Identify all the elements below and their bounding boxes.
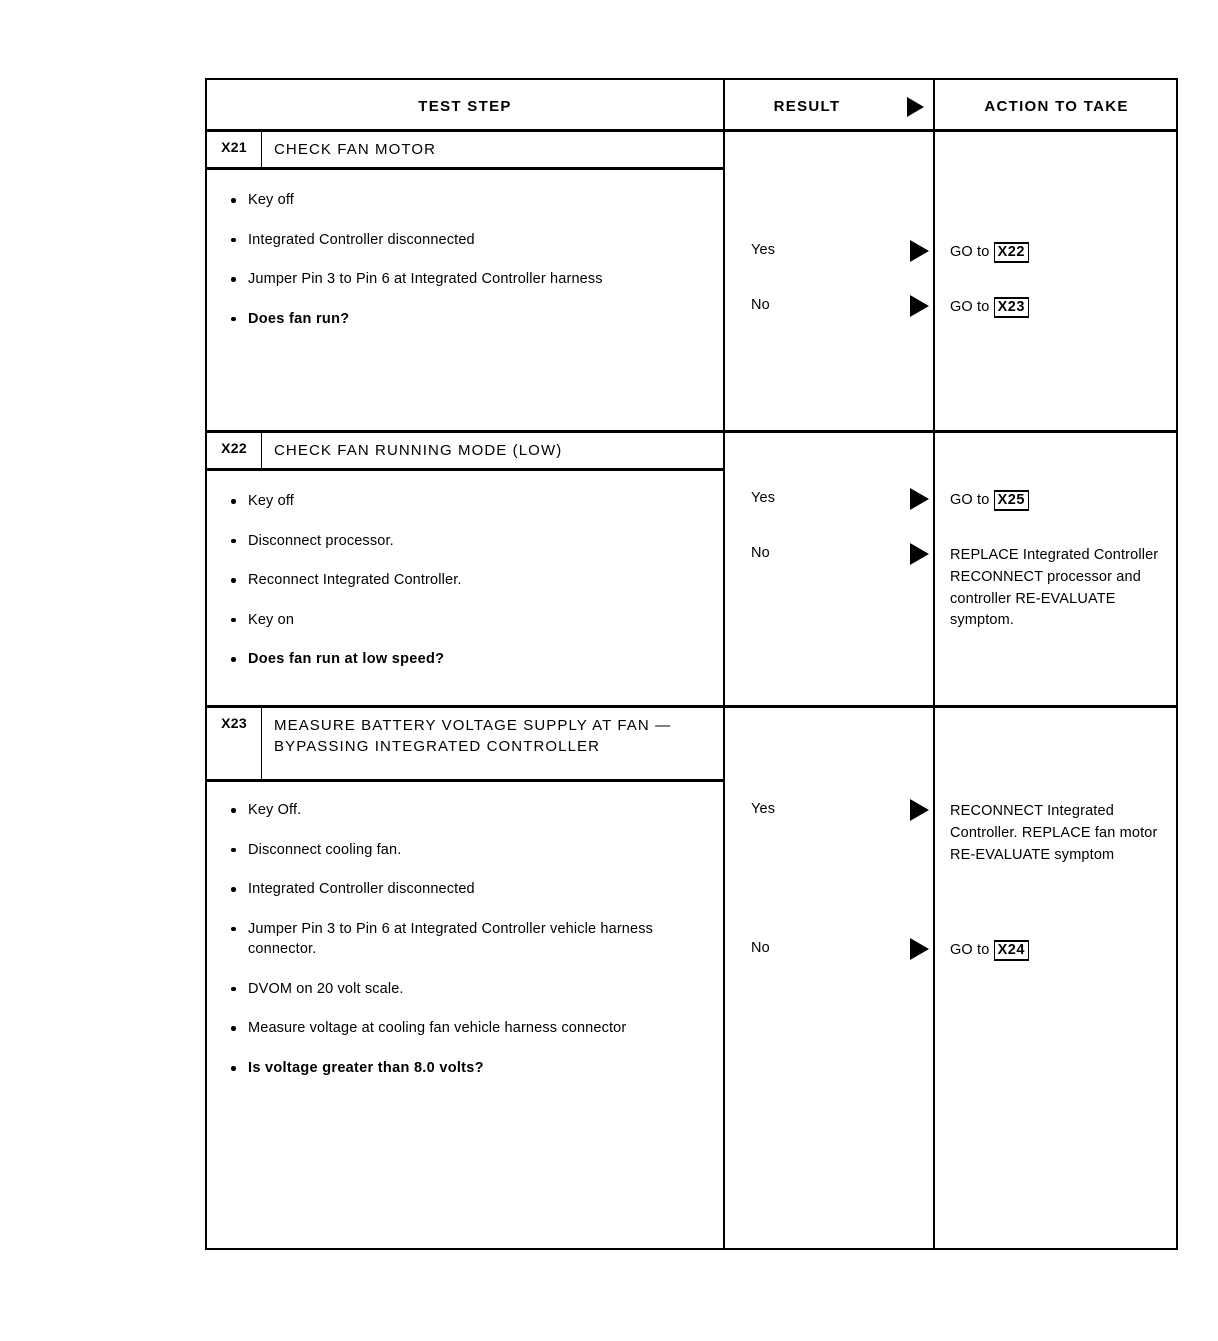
action-text: REPLACE Integrated Controller RECONNECT processor and controller RE-EVALUATE symptom. [950,547,1159,629]
result-triangle-arrow-icon [910,488,929,510]
step-procedure-list [229,190,699,348]
test-step-section-x23 [207,705,1176,1255]
column-header-result: RESULT [773,97,841,115]
action-prefix: GO to [950,492,990,508]
test-step-section-x21 [207,132,1176,430]
result-label: Yes [751,801,776,817]
step-heading-label: MEASURE BATTERY VOLTAGE SUPPLY AT FAN — BYPASSING INTEGRATED CONTROLLER [274,717,672,756]
list-item: Disconnect cooling fan. [229,840,699,861]
action-text: RECONNECT Integrated Controller. REPLACE fan motor RE-EVALUATE symptom [950,803,1158,863]
list-item: Does fan run? [229,309,699,330]
step-heading-label: CHECK FAN RUNNING MODE (LOW) [274,442,563,459]
list-item: Key Off. [229,800,699,821]
table-header-row [207,80,1176,132]
header-triangle-arrow-icon [907,97,924,117]
result-triangle-arrow-icon [910,799,929,821]
result-triangle-arrow-icon [910,938,929,960]
action-text [950,297,1182,319]
action-prefix: GO to [950,244,990,260]
result-label: No [751,940,770,956]
list-item: Key off [229,190,699,211]
action-text [950,490,1182,512]
step-title-row [207,708,723,782]
list-item: Key on [229,610,699,631]
step-heading-label: CHECK FAN MOTOR [274,141,437,158]
list-item: Integrated Controller disconnected [229,879,699,900]
list-item: Reconnect Integrated Controller. [229,570,699,591]
column-header-action-to-take: ACTION TO TAKE [984,97,1129,115]
goto-reference[interactable]: X23 [994,297,1029,318]
list-item: DVOM on 20 volt scale. [229,979,699,1000]
action-text [950,940,1182,962]
action-prefix: GO to [950,942,990,958]
list-item: Jumper Pin 3 to Pin 6 at Integrated Controller harness [229,269,699,290]
list-item: Jumper Pin 3 to Pin 6 at Integrated Controller vehicle harness connector. [229,919,699,960]
step-id-label: X21 [207,132,262,167]
result-label: Yes [751,242,776,258]
result-triangle-arrow-icon [910,240,929,262]
table-body [207,132,1176,1248]
column-header-test-step: TEST STEP [418,97,512,115]
result-label: No [751,297,770,313]
action-text [950,242,1182,264]
result-triangle-arrow-icon [910,295,929,317]
goto-reference[interactable]: X22 [994,242,1029,263]
step-id-label: X23 [207,708,262,779]
list-item: Key off [229,491,699,512]
test-step-section-x22 [207,430,1176,708]
diagnostic-table [205,78,1178,1250]
step-title-row [207,132,723,170]
goto-reference[interactable]: X25 [994,490,1029,511]
list-item: Integrated Controller disconnected [229,230,699,251]
list-item: Does fan run at low speed? [229,649,699,670]
list-item: Disconnect processor. [229,531,699,552]
step-title-row [207,433,723,471]
result-triangle-arrow-icon [910,543,929,565]
result-label: Yes [751,490,776,506]
step-id-label: X22 [207,433,262,468]
step-procedure-list [229,491,699,689]
list-item: Measure voltage at cooling fan vehicle harness connector [229,1018,699,1039]
action-prefix: GO to [950,299,990,315]
list-item: Is voltage greater than 8.0 volts? [229,1058,699,1079]
result-label: No [751,545,770,561]
goto-reference[interactable]: X24 [994,940,1029,961]
step-procedure-list [229,800,699,1098]
